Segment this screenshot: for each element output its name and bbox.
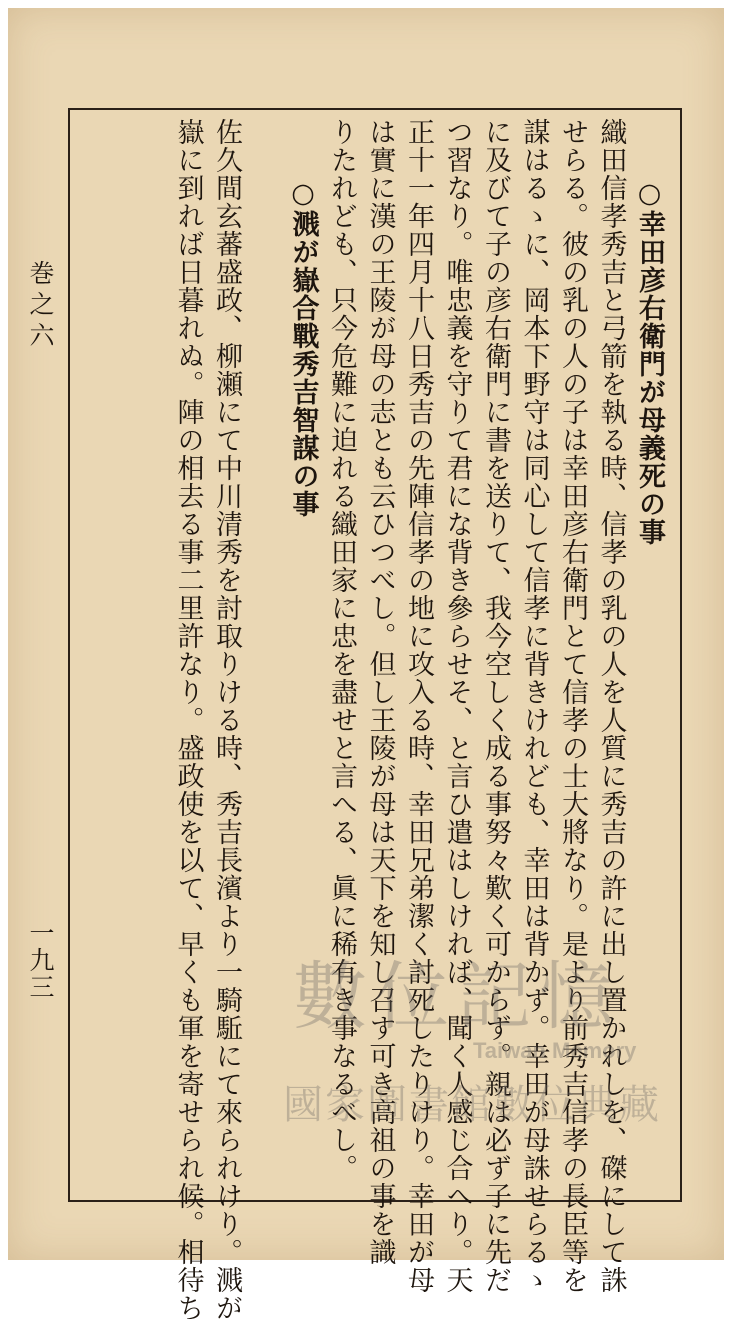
volume-label: 巻之六 xyxy=(26,260,55,353)
watermark-english: Taiwan Memory xyxy=(473,1038,637,1063)
watermark-chinese: 國家圖書館數位典藏 xyxy=(283,1082,661,1128)
text-column: 織田信孝秀吉と弓箭を執る時、信孝の乳の人を人質に秀吉の許に出し置かれしを、磔にして誅 xyxy=(595,118,627,1294)
text-column: 嶽に到れば日暮れぬ。陣の相去る事二里許なり。盛政使を以て、早くも軍を寄せられ候。相待ち xyxy=(172,118,204,1322)
text-column: りたれども、只今危難に迫れる織田家に忠を盡せと言へる、眞に稀有き事なるべし。 xyxy=(326,118,357,1182)
main-text xyxy=(78,118,668,1322)
watermark-logo-text: 數位記憶 xyxy=(293,954,621,1040)
text-column: 佐久間玄蕃盛政、柳瀬にて中川清秀を討取りける時、秀吉長濱より一騎駈にて來られけり。溅が xyxy=(211,118,242,1322)
text-column: せらる。彼の乳の人の子は幸田彦右衛門とて信孝の士大將なり。是より前秀吉信孝の長臣等を xyxy=(557,118,588,1294)
text-column: は實に漢の王陵が母の志とも云ひつべし。但し王陵が母は天下を知し召す可き高祖の事を識 xyxy=(364,118,396,1266)
heading-shizugatake: ○溅が嶽合戰秀吉智謀の事 xyxy=(287,178,319,518)
text-column: 正十一年四月十八日秀吉の先陣信孝の地に攻入る時、幸田兄弟潔く討死したりけり。幸田が母 xyxy=(403,118,434,1294)
book-page xyxy=(8,8,724,1322)
heading-koda-mother: ○幸田彦右衛門が母義死の事 xyxy=(634,178,665,546)
text-column: つ習なり。唯忠義を守りて君にな背き參らせそ、と言ひ遣はしければ、聞く人感じ合へり。天 xyxy=(441,118,473,1294)
text-column: に及びて子の彦右衛門に書を送りて、我今空しく成る事努々歎く可からず。親は必ず子に先だ xyxy=(480,118,511,1294)
page-number: 一九三 xyxy=(26,920,55,1001)
text-column: 謀はるゝに、岡本下野守は同心して信孝に背きけれども、幸田は背かず。幸田が母誅せらるゝ xyxy=(518,118,550,1294)
